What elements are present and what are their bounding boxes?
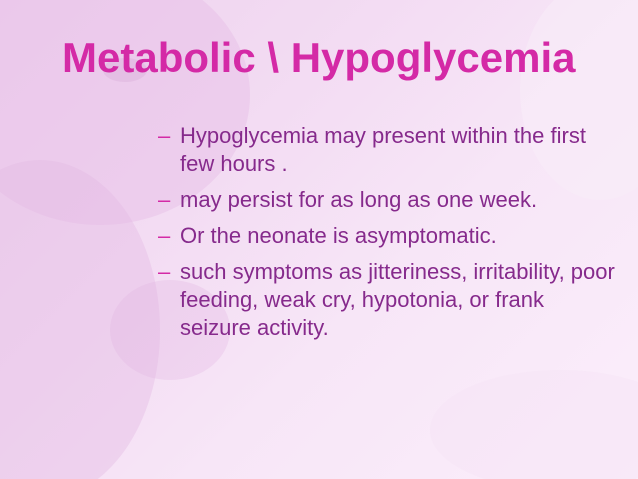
- dash-icon: –: [158, 223, 171, 248]
- bullet-text: such symptoms as jitteriness, irritability, poor feeding, weak cry, hypotonia, or frank seizure activity.: [180, 259, 615, 340]
- bullet-item: [158, 186, 620, 214]
- dash-icon: –: [158, 259, 171, 284]
- bullet-text: Hypoglycemia may present within the first few hours .: [180, 123, 586, 176]
- bullet-item: [158, 258, 620, 342]
- bullet-list: [158, 122, 620, 350]
- dash-icon: –: [158, 187, 171, 212]
- slide-title: Metabolic \ Hypoglycemia: [62, 34, 576, 81]
- bullet-item: [158, 222, 620, 250]
- bullet-text: may persist for as long as one week.: [180, 187, 538, 212]
- bullet-item: [158, 122, 620, 178]
- dash-icon: –: [158, 123, 171, 148]
- bullet-text: Or the neonate is asymptomatic.: [180, 223, 497, 248]
